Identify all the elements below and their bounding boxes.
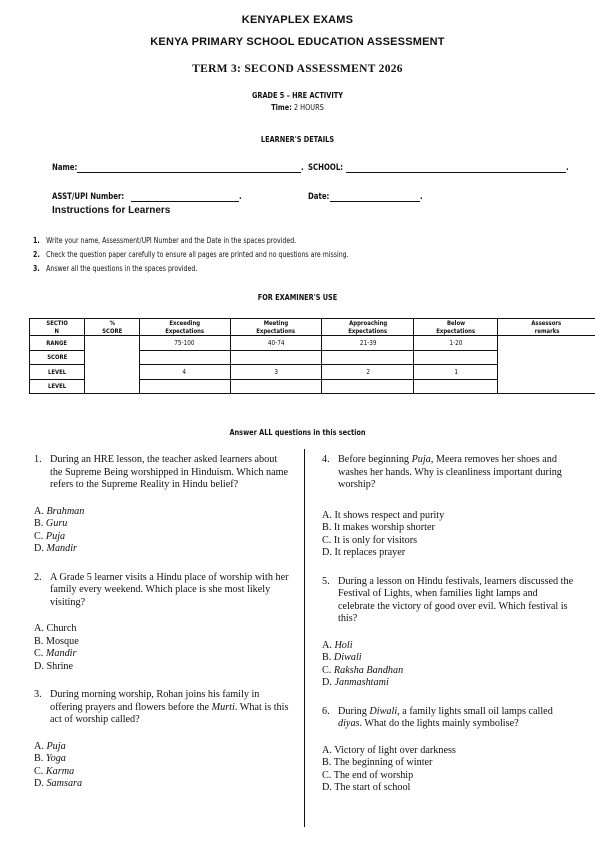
- date-label: Date:: [308, 192, 330, 202]
- options-list: [322, 510, 574, 560]
- option-c[interactable]: C. It is only for visitors: [322, 534, 418, 546]
- table-cell: 40-74: [230, 336, 322, 351]
- option-b[interactable]: B. Yoga: [34, 753, 66, 764]
- name-field-end: .: [301, 163, 304, 173]
- table-cell: 4: [139, 365, 230, 380]
- option-d[interactable]: D. Shrine: [34, 660, 74, 672]
- date-field[interactable]: [330, 201, 420, 202]
- options-list: [34, 741, 292, 791]
- remarks-header: Assessors remarks: [498, 319, 595, 336]
- table-cell[interactable]: [230, 379, 322, 394]
- below-header: Below Expectations: [414, 319, 498, 336]
- option-a[interactable]: A. Puja: [34, 740, 66, 752]
- table-cell[interactable]: [414, 350, 498, 365]
- assessment-title: KENYA PRIMARY SCHOOL EDUCATION ASSESSMENT: [150, 36, 445, 48]
- instruction-item: 1. Write your name, Assessment/UPI Number and the Date in the spaces provided.: [33, 236, 297, 245]
- instruction-item: 3. Answer all the questions in the spaces provided.: [33, 264, 198, 273]
- upi-label: ASST/UPI Number:: [52, 192, 125, 202]
- table-cell[interactable]: [414, 379, 498, 394]
- option-a[interactable]: A. Victory of light over darkness: [322, 744, 456, 756]
- upi-field[interactable]: [131, 201, 239, 202]
- term-title: TERM 3: SECOND ASSESSMENT 2026: [192, 63, 403, 75]
- question-text: 5. During a lesson on Hindu festivals, learners discussed the Festival of Lights, when families light lamps and celebrate the victory of good over evil. Which festival is this?: [322, 575, 574, 624]
- option-c[interactable]: C. Puja: [34, 530, 66, 542]
- table-cell[interactable]: [322, 379, 414, 394]
- column-divider: [304, 449, 305, 827]
- option-d[interactable]: D. It replaces prayer: [322, 547, 406, 558]
- score-percent-cell[interactable]: [84, 336, 139, 394]
- question-2: [34, 572, 292, 674]
- option-d[interactable]: D. Janmashtami: [322, 677, 389, 688]
- options-list: [34, 506, 292, 556]
- question-5: [322, 576, 574, 690]
- option-c[interactable]: C. Raksha Bandhan: [322, 664, 404, 676]
- table-cell: 75-100: [139, 336, 230, 351]
- option-c[interactable]: C. The end of worship: [322, 769, 414, 781]
- remarks-cell[interactable]: [498, 336, 595, 394]
- question-column-right: [322, 454, 574, 795]
- option-d[interactable]: D. The start of school: [322, 782, 411, 793]
- question-text: 6. During Diwali, a family lights small oil lamps called diyas. What do the lights mainly symbolise?: [322, 705, 553, 729]
- name-field[interactable]: [77, 172, 301, 173]
- option-b[interactable]: B. Mosque: [34, 635, 79, 647]
- time-label: Time:: [271, 103, 292, 112]
- table-cell: 3: [230, 365, 322, 380]
- table-cell: 1: [414, 365, 498, 380]
- option-d[interactable]: D. Mandir: [34, 543, 78, 554]
- grade-activity: GRADE 5 – HRE ACTIVITY: [252, 91, 343, 100]
- examiner-table: [29, 318, 595, 394]
- table-cell: 2: [322, 365, 414, 380]
- option-b[interactable]: B. Diwali: [322, 652, 362, 663]
- upi-field-end: .: [239, 192, 242, 202]
- instructions-title: Instructions for Learners: [52, 205, 171, 216]
- option-b[interactable]: B. The beginning of winter: [322, 757, 433, 768]
- row-label: LEVEL: [30, 365, 85, 380]
- instruction-item: 2. Check the question paper carefully to ensure all pages are printed and no questions are missing.: [33, 250, 349, 259]
- table-cell: 21-39: [322, 336, 414, 351]
- question-3: [34, 689, 292, 791]
- option-c[interactable]: C. Mandir: [34, 648, 77, 659]
- row-label: RANGE: [30, 336, 85, 351]
- row-label: SCORE: [30, 350, 85, 365]
- name-label: Name:: [52, 163, 78, 173]
- options-list: [34, 623, 292, 673]
- option-b[interactable]: B. It makes worship shorter: [322, 522, 435, 533]
- question-4: [322, 454, 574, 560]
- school-field[interactable]: [346, 172, 566, 173]
- option-c[interactable]: C. Karma: [34, 765, 75, 777]
- exam-body-title: KENYAPLEX EXAMS: [241, 14, 354, 26]
- option-a[interactable]: A. It shows respect and purity: [322, 509, 445, 521]
- learner-details-heading: LEARNER'S DETAILS: [260, 135, 335, 144]
- option-a[interactable]: A. Church: [34, 623, 77, 634]
- approaching-header: Approaching Expectations: [322, 319, 414, 336]
- score-percent-header: % SCORE: [84, 319, 139, 336]
- row-label: LEVEL: [30, 379, 85, 394]
- options-list: [322, 745, 574, 795]
- date-field-end: .: [420, 192, 423, 202]
- question-column-left: [34, 454, 292, 791]
- examiner-use-heading: FOR EXAMINER'S USE: [257, 293, 338, 302]
- meeting-header: Meeting Expectations: [230, 319, 322, 336]
- question-1: [34, 454, 292, 556]
- options-list: [322, 640, 574, 690]
- table-header-row: [30, 319, 595, 336]
- question-6: [322, 706, 574, 795]
- section-header: SECTIO N: [30, 319, 85, 336]
- table-cell[interactable]: [139, 350, 230, 365]
- time-value: 2 HOURS: [293, 103, 324, 112]
- table-cell[interactable]: [322, 350, 414, 365]
- school-field-end: .: [566, 163, 569, 173]
- question-text: 3. During morning worship, Rohan joins his family in offering prayers and flowers before the Murti. What is this act of worship called?: [34, 689, 289, 725]
- option-a[interactable]: A. Holi: [322, 639, 353, 651]
- table-row-range: [30, 336, 595, 351]
- option-a[interactable]: A. Brahman: [34, 505, 85, 517]
- exceeding-header: Exceeding Expectations: [139, 319, 230, 336]
- table-cell[interactable]: [139, 379, 230, 394]
- time-line: [0, 103, 595, 112]
- question-text: 2. A Grade 5 learner visits a Hindu place of worship with her family every weekend. Which place is she most likely visiting?: [34, 571, 289, 608]
- question-text: 1. During an HRE lesson, the teacher asked learners about the Supreme Being worshipped in Hinduism. Which name refers to the Supreme Reality in Hindu belief?: [34, 454, 289, 490]
- option-d[interactable]: D. Samsara: [34, 778, 83, 789]
- question-text: 4. Before beginning Puja, Meera removes her shoes and washes her hands. Why is cleanliness important during worship?: [322, 454, 562, 490]
- school-label: SCHOOL:: [308, 163, 344, 173]
- table-cell[interactable]: [230, 350, 322, 365]
- section-instruction: Answer ALL questions in this section: [229, 428, 366, 437]
- table-cell: 1-20: [414, 336, 498, 351]
- option-b[interactable]: B. Guru: [34, 518, 68, 529]
